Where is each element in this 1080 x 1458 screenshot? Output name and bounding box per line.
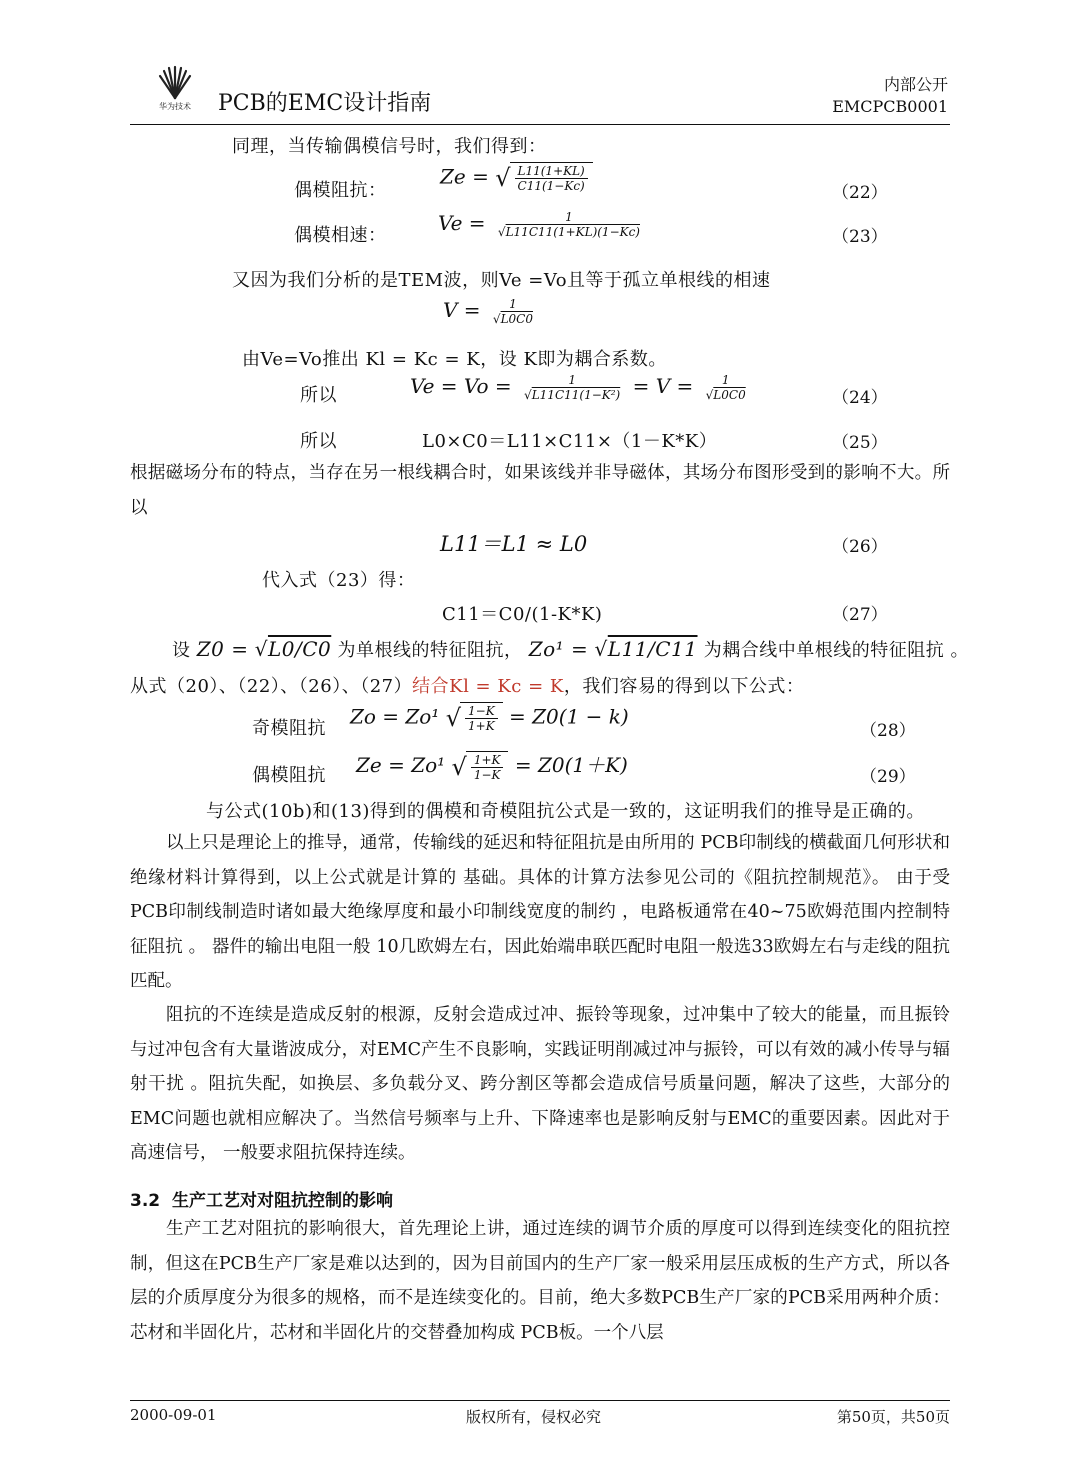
derivation-source-line: 从式（20）、（22）、（26）、（27）结合Kl = Kc = K，我们容易的得到以下公式： [130,676,805,697]
so-label-1: 所以 [300,385,337,406]
logo-caption: 华为技术 [159,102,191,111]
theory-paragraph: 以上只是理论上的推导，通常，传输线的延迟和特征阻抗是由所用的 PCB印制线的横截面几何形状和绝缘材料计算得到，以上公式就是计算的 基础。具体的计算方法参见公司的《阻抗控制规范》。 由于受PCB印制线制造时诸如最大绝缘厚度和最小印制线宽度的制约 ，电路板通常在40~75欧姆范围内控制特征阻抗 。 器件的输出电阻一般 10几欧姆左右，因此始端串联匹配时电阻一般选33欧姆左右与走线的阻抗匹配。 [130,833,950,991]
equation-27: C11＝C0/(1-K*K) [442,604,603,625]
section-title: 生产工艺对对阻抗控制的影响 [171,1191,393,1211]
even-mode-intro: 同理，当传输偶模信号时，我们得到： [232,136,547,157]
tem-wave-line: 又因为我们分析的是TEM波，则Ve =Vo且等于孤立单根线的相速 [232,270,771,291]
substitute-line: 代入式（23）得： [262,570,416,591]
header-meta [800,74,948,118]
footer-date: 2000-09-01 [130,1406,217,1424]
equation-24: Ve = Vo = $\frac{1}{\text{√L11C11(1−K²)}}$ = V = $\frac{1}{√L0C0}$ [410,373,746,402]
footer-divider [130,1400,950,1401]
equation-number-27: （27） [832,605,888,625]
equation-number-26: （26） [832,537,888,557]
equation-v: V = $\frac{1}{√L0C0}$ [443,297,533,326]
discontinuity-paragraph: 阻抗的不连续是造成反射的根源，反射会造成过冲、振铃等现象，过冲集中了较大的能量，而且振铃与过冲包含有大量谐波成分，对EMC产生不良影响，实践证明削减过冲与振铃，可以有效的减小传导与辐射干扰 。阻抗失配，如换层、多负载分叉、跨分割区等都会造成信号质量问题，解决了这些，大部分的EMC问题也就相应解决了。当然信号频率与上升、下降速率也是影响反射与EMC的重要因素。因此对于高速信号， 一般要求阻抗保持连续。 [130,1005,950,1163]
company-logo-icon [152,62,198,112]
so-label-2: 所以 [300,431,337,452]
document-code: EMCPCB0001 [832,97,948,116]
equation-number-25: （25） [832,433,888,453]
equation-23: Ve = $\frac{1}{√L11C11(1+KL)(1-Kc)}$ [438,210,640,239]
equation-number-22: （22） [832,183,888,203]
even-velocity-label: 偶模相速： [294,225,387,246]
equation-26: L11＝L1 ≈ L0 [440,532,588,556]
highlighted-condition: 结合Kl = Kc = K [412,676,564,697]
document-title: PCB的EMC设计指南 [218,91,432,116]
consistency-line: 与公式(10b)和(13)得到的偶模和奇模阻抗公式是一致的，这证明我们的推导是正确的。 [206,801,925,822]
even-impedance-label: 偶模阻抗： [294,180,387,201]
equation-number-24: （24） [832,388,888,408]
equation-number-28: （28） [860,721,916,741]
magnetic-field-paragraph: 根据磁场分布的特点，当存在另一根线耦合时，如果该线并非导磁体，其场分布图形受到的影响不大。所以 [130,463,950,518]
header-divider [130,124,950,125]
even-mode-label: 偶模阻抗 [252,765,326,786]
coupling-coefficient-line: 由Ve=Vo推出 Kl = Kc = K，设 K即为耦合系数。 [242,349,667,370]
z0-definition-line: 设 Z0 = √L0/C0 为单根线的特征阻抗， Zo¹ = √L11/C11 为耦合线中单根线的特征阻抗 。 [172,637,969,661]
equation-28: Zo = Zo¹ √ $\frac{1-K}{1+K}$ = Z0(1 − k) [350,704,629,733]
footer-copyright: 版权所有，侵权必究 [466,1408,602,1426]
equation-number-29: （29） [860,767,916,787]
section-number: 3.2 [130,1191,161,1211]
process-paragraph: 生产工艺对阻抗的影响很大，首先理论上讲，通过连续的调节介质的厚度可以得到连续变化的阻抗控制，但这在PCB生产厂家是难以达到的，因为目前国内的生产厂家一般采用层压成板的生产方式，所以各层的介质厚度分为很多的规格，而不是连续变化的。目前，绝大多数PCB生产厂家的PCB采用两种介质：芯材和半固化片，芯材和半固化片的交替叠加构成 PCB板。一个八层 [130,1219,950,1343]
equation-25: L0×C0＝L11×C11×（1－K*K） [422,431,718,452]
odd-mode-label: 奇模阻抗 [252,718,326,739]
classification-label: 内部公开 [883,75,948,94]
footer-page-number: 第50页，共50页 [836,1408,950,1426]
equation-number-23: （23） [832,227,888,247]
equation-22: Ze = √ $\frac{L11(1+KL)}{C11(1-Kc)}$ [440,162,593,194]
equation-29: Ze = Zo¹ √ $\frac{1+K}{1-K}$ = Z0(1＋K) [356,752,628,782]
section-heading [130,1186,393,1211]
